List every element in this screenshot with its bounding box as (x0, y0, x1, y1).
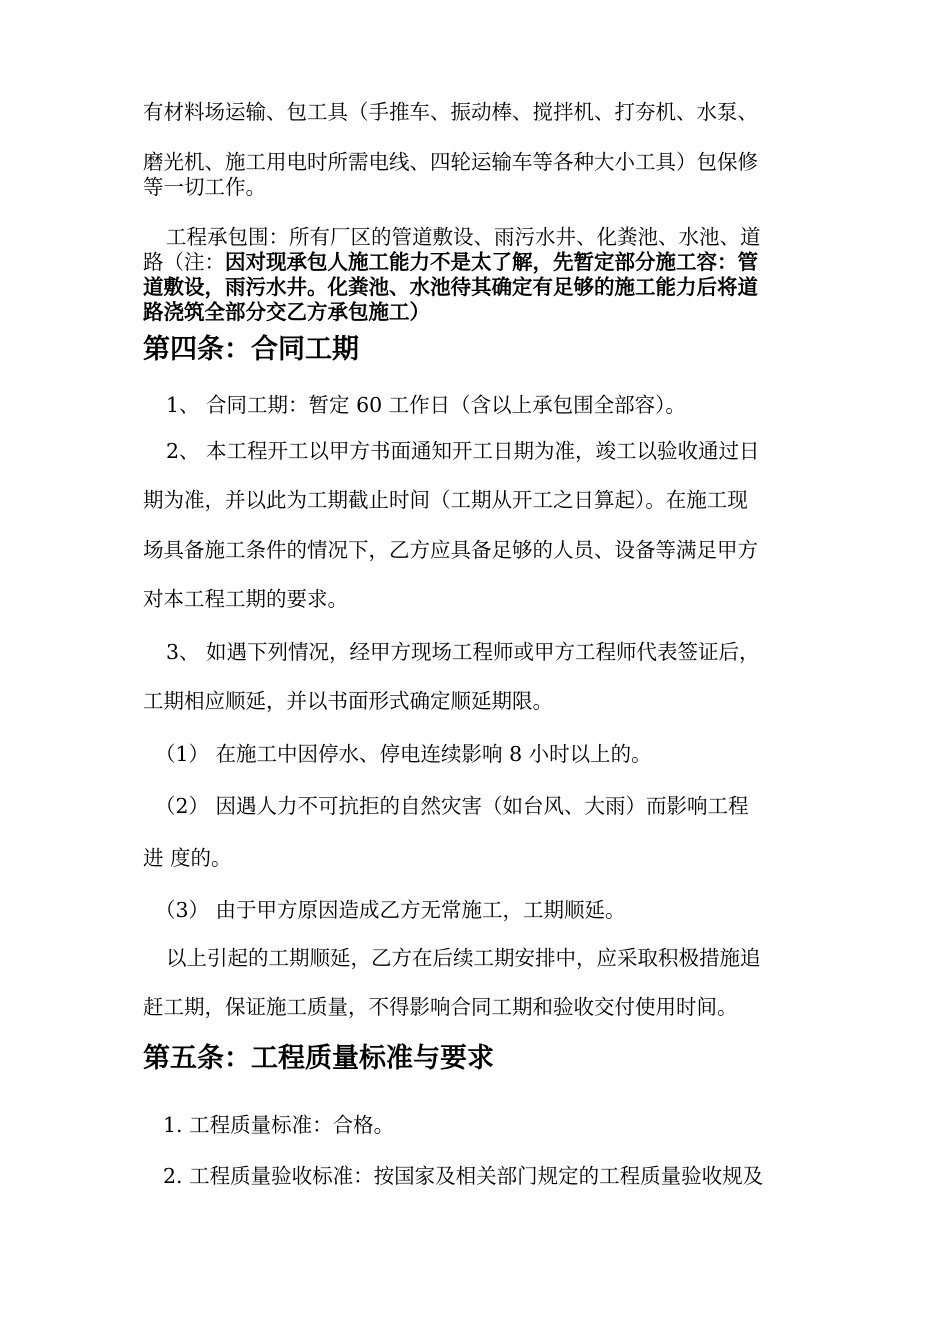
text-line: 场具备施工条件的情况下，乙方应具备足够的人员、设备等满足甲方 (143, 538, 758, 562)
text-line: 进 度的。 (143, 846, 232, 870)
text-line: 对本工程工期的要求。 (143, 587, 348, 611)
text-line: 2. 工程质量验收标准：按国家及相关部门规定的工程质量验收规及 (163, 1164, 764, 1188)
text-line: 3、 如遇下列情况，经甲方现场工程师或甲方工程师代表签证后， (166, 640, 760, 664)
text-line: 以上引起的工期顺延，乙方在后续工期安排中，应采取积极措施追 (166, 946, 761, 970)
text-line: 赶工期，保证施工质量，不得影响合同工期和验收交付使用时间。 (143, 995, 738, 1019)
bold-note-line: 路浇筑全部分交乙方承包施工） (143, 300, 430, 324)
text-line: 工期相应顺延，并以书面形式确定顺延期限。 (143, 689, 553, 713)
text-line: 2、 本工程开工以甲方书面通知开工日期为准，竣工以验收通过日 (166, 439, 760, 463)
bold-note-line: 道敷设，雨污水井。化粪池、水池待其确定有足够的施工能力后将道 (143, 275, 758, 299)
text-line: 1. 工程质量标准：合格。 (163, 1113, 395, 1137)
text-line: 工程承包围：所有厂区的管道敷设、雨污水井、化粪池、水池、道 (166, 225, 761, 249)
section-heading: 第五条：工程质量标准与要求 (143, 1043, 494, 1074)
text-line: （1） 在施工中因停水、停电连续影响 8 小时以上的。 (155, 742, 652, 766)
text-line: 1、 合同工期：暂定 60 工作日（含以上承包围全部容）。 (166, 393, 686, 417)
text-line: 期为准，并以此为工期截止时间（工期从开工之日算起）。在施工现 (143, 488, 748, 512)
text-line (143, 249, 758, 275)
text-line: 等一切工作。 (143, 175, 266, 199)
text-line: （3） 由于甲方原因造成乙方无常施工，工期顺延。 (155, 898, 626, 922)
bold-note: 因对现承包人施工能力不是太了解，先暂定部分施工容：管 (225, 250, 758, 274)
text-line: 有材料场运输、包工具（手推车、振动棒、搅拌机、打夯机、水泵、 (143, 100, 758, 124)
text-line: 磨光机、施工用电时所需电线、四轮运输车等各种大小工具）包保修 (143, 150, 758, 174)
text-line: （2） 因遇人力不可抗拒的自然灾害（如台风、大雨）而影响工程 (155, 794, 749, 818)
text-span: 路（注： (143, 250, 225, 274)
section-heading: 第四条：合同工期 (143, 334, 359, 365)
